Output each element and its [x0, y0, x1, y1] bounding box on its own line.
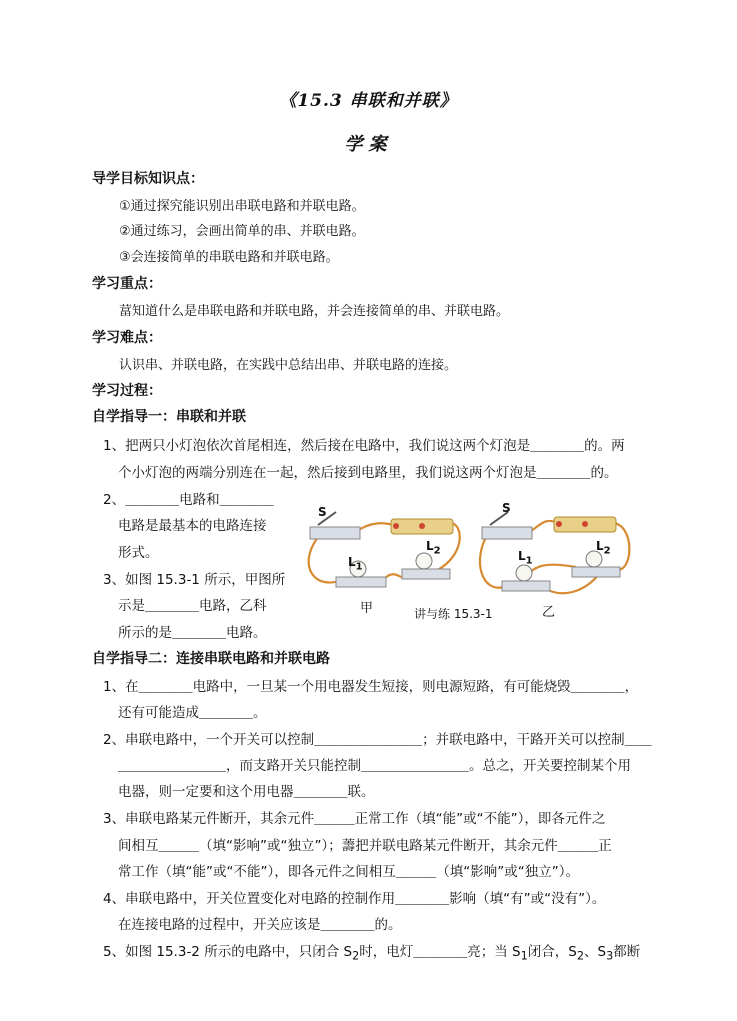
label-l2-left — [426, 539, 441, 556]
caption-left: 甲 — [360, 601, 374, 616]
battery-terminal — [393, 523, 399, 529]
document-title: 《15.3 串联和并联》 — [279, 91, 458, 111]
label-switch-left: S — [318, 505, 327, 519]
guide2-q2-line2: ＿＿＿＿＿＿＿＿，而支路开关只能控制＿＿＿＿＿＿＿＿。总之，开关要控制某个用 — [118, 758, 631, 774]
guide2-q3-line2: 间相互＿＿＿（填“影响”或“独立”）；薵把并联电路某元件断开，其余元件＿＿＿正 — [118, 838, 612, 854]
q5-sub: 3 — [606, 949, 614, 963]
bulb-base-l2 — [402, 569, 450, 579]
label-l1-sub: 1 — [355, 561, 363, 573]
objective-item-1: ①通过探究能识别出串联电路和并联电路。 — [119, 199, 365, 214]
guide2-q1-line1: 1、在＿＿＿＿电路中，一旦某一个用电器发生短接，则电源短路，有可能烧毁＿＿＿＿， — [103, 679, 639, 695]
guide2-heading: 自学指导二：连接串联电路和并联电路 — [92, 651, 330, 667]
bulb-base-l1 — [336, 577, 386, 587]
guide1-q2-line1: 2、＿＿＿＿电路和＿＿＿＿ — [103, 492, 274, 508]
document-subtitle: 学案 — [344, 134, 393, 155]
guide2-q4-line2: 在连接电路的过程中，开关应该是＿＿＿＿的。 — [118, 917, 402, 933]
switch-base — [310, 527, 360, 539]
guide2-q3-line1: 3、串联电路某元件断开，其余元件＿＿＿正常工作（填“能”或“不能”），即各元件之 — [103, 811, 606, 827]
label-l1-text: L — [348, 555, 356, 569]
label-switch-right: S — [502, 501, 511, 515]
guide1-q2-line3: 形式。 — [118, 545, 159, 561]
key-points-heading: 学习重点： — [92, 276, 162, 292]
process-heading: 学习过程： — [92, 383, 162, 399]
label-l1-left — [348, 555, 363, 572]
circuit-figure — [296, 497, 666, 627]
bulb-l1-icon — [516, 565, 532, 581]
caption-right: 乙 — [542, 605, 556, 620]
q5-part: 闭合，S — [527, 944, 577, 960]
guide2-q5-line1 — [103, 940, 640, 963]
guide1-q3-line2: 示是＿＿＿＿电路，乙科 — [118, 598, 267, 614]
guide2-q4-line1: 4、串联电路中，开关位置变化对电路的控制作用＿＿＿＿影响（填“有”或“没有”）。 — [103, 891, 606, 907]
bulb-base-l1 — [502, 581, 550, 591]
battery-terminal — [582, 521, 588, 527]
guide1-heading: 自学指导一：串联和并联 — [92, 409, 246, 425]
caption-figure: 讲与练 15.3-1 — [414, 607, 493, 621]
objectives-heading: 导学目标知识点： — [92, 171, 204, 187]
guide1-q2-line2: 电路是最基本的电路连接 — [118, 518, 267, 534]
q5-part: 5、如图 15.3-2 所示的电路中，只闭合 S — [103, 944, 353, 960]
key-points-text: 葍知道什么是串联电路和并联电路，并会连接简单的串、并联电路。 — [119, 304, 510, 319]
label-l2-text: L — [596, 539, 604, 553]
q5-sub: 1 — [520, 949, 528, 963]
wire — [480, 537, 508, 588]
label-l2-right — [596, 539, 611, 556]
label-l2-sub: 2 — [603, 545, 611, 557]
difficulties-text: 认识串、并联电路，在实践中总结出串、并联电路的连接。 — [119, 358, 458, 373]
guide1-q1-line2: 个小灯泡的两端分别连在一起，然后接到电路里，我们说这两个灯泡是＿＿＿＿的。 — [118, 465, 618, 481]
switch-base — [482, 527, 532, 539]
guide2-q2-line3: 电器，则一定要和这个用电器＿＿＿＿联。 — [118, 784, 375, 800]
q5-sub: 2 — [352, 949, 360, 963]
label-l2-sub: 2 — [433, 545, 441, 557]
label-l1-sub: 1 — [525, 555, 533, 567]
guide1-q3-line3: 所示的是＿＿＿＿电路。 — [118, 625, 267, 641]
label-l2-text: L — [426, 539, 434, 553]
guide2-q1-line2: 还有可能造成＿＿＿＿。 — [118, 705, 267, 721]
label-l1-right — [518, 549, 533, 566]
objective-item-3: ③会连接简单的串联电路和并联电路。 — [119, 250, 339, 265]
wire — [309, 537, 344, 583]
guide1-q1-line1: 1、把两只小灯泡依次首尾相连，然后接在电路中，我们说这两个灯泡是＿＿＿＿的。两 — [103, 438, 625, 454]
battery-terminal — [419, 523, 425, 529]
guide1-q3-line1: 3、如图 15.3-1 所示，甲图所 — [103, 572, 286, 588]
bulb-base-l2 — [572, 567, 620, 577]
q5-sub: 2 — [576, 949, 585, 963]
battery-terminal — [556, 521, 562, 527]
q5-part: 、S — [584, 944, 607, 960]
q5-part: 都断 — [613, 944, 641, 960]
difficulties-heading: 学习难点： — [92, 330, 162, 346]
objective-item-2: ②通过练习，会画出简单的串、并联电路。 — [119, 224, 365, 239]
label-l1-text: L — [518, 549, 526, 563]
guide2-q3-line3: 常工作（填“能”或“不能”），即各元件之间相互＿＿＿（填“影响”或“独立”）。 — [118, 864, 579, 880]
guide2-q2-line1: 2、串联电路中，一个开关可以控制＿＿＿＿＿＿＿＿；并联电路中，干路开关可以控制＿＿ — [103, 732, 652, 748]
q5-part: 时，电灯＿＿＿＿亮；当 S — [359, 944, 521, 960]
